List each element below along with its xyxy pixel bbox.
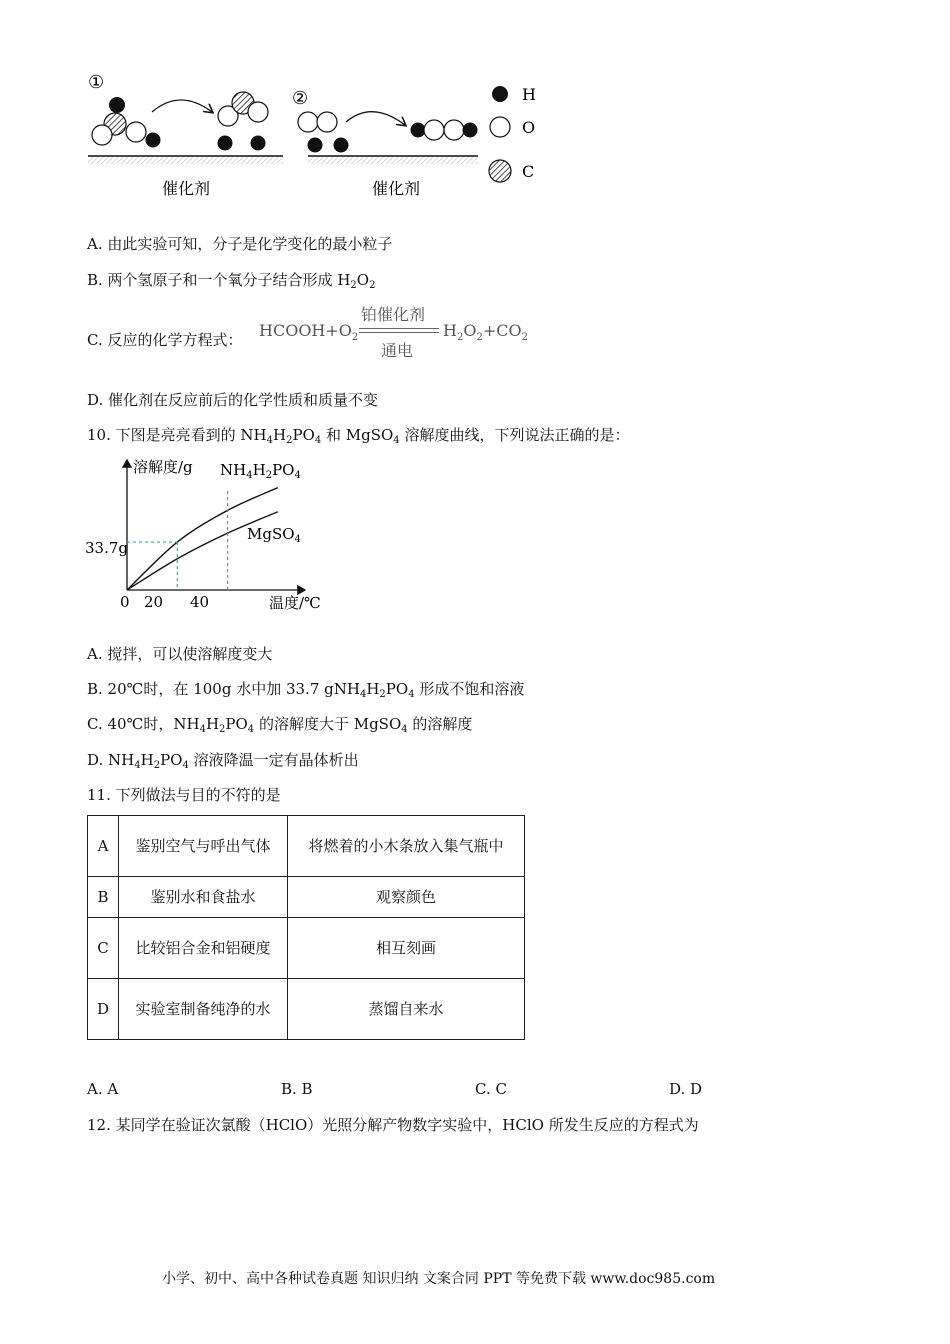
solubility-chart	[83, 450, 343, 620]
row-key: D	[88, 979, 119, 1040]
legend-h-swatch	[492, 86, 508, 102]
answer-b: B. B	[281, 1080, 313, 1098]
q10-stem: 10. 下图是亮亮看到的 $NH_4H_2PO_4$ 和 MgSO$_4$ 溶解度曲线，下列说法正确的是：	[87, 426, 630, 446]
row-method: 蒸馏自来水	[288, 979, 525, 1040]
reaction-model-figure	[80, 70, 560, 210]
row-method: 相互刻画	[288, 918, 525, 979]
q11-stem: 11. 下列做法与目的不符的是	[87, 786, 281, 804]
table-row	[88, 816, 525, 877]
o-atom	[92, 125, 112, 145]
o-atom	[317, 112, 337, 132]
row-purpose: 比较铝合金和铝硬度	[119, 918, 288, 979]
x-tick-20: 20	[144, 593, 164, 611]
h-atom	[308, 138, 323, 153]
q11-table	[87, 815, 525, 1040]
o-atom	[444, 120, 464, 140]
legend-o-label: O	[522, 118, 536, 137]
x-tick-0: 0	[120, 593, 130, 611]
catalyst-surface-hatch	[88, 157, 283, 164]
row-key: A	[88, 816, 119, 877]
series-label-nh4h2po4: $NH_4H_2PO_4$	[220, 461, 301, 481]
row-purpose: 鉴别水和食盐水	[119, 877, 288, 918]
catalyst-label-2: 催化剂	[372, 179, 421, 198]
series-line-mgso4	[127, 512, 278, 590]
h-atom	[218, 136, 233, 151]
table-row	[88, 918, 525, 979]
chemical-equation: $HCOOH+O_2$ 铂催化剂 通电 $H_2O_2+CO_2$	[259, 298, 589, 368]
h-atom	[109, 97, 125, 113]
legend-c-swatch	[489, 160, 511, 182]
equation-condition-below: 通电	[381, 341, 414, 360]
reaction-arrow	[152, 100, 212, 112]
step-1-marker: ①	[88, 72, 105, 93]
option-c-label: C. 反应的化学方程式：	[87, 331, 243, 349]
table-row	[88, 877, 525, 918]
reaction-arrow	[346, 112, 405, 125]
row-purpose: 鉴别空气与呼出气体	[119, 816, 288, 877]
table-row	[88, 979, 525, 1040]
row-purpose: 实验室制备纯净的水	[119, 979, 288, 1040]
catalyst-label-1: 催化剂	[162, 179, 211, 198]
equation-condition-above: 铂催化剂	[361, 305, 426, 324]
answer-a: A. A	[87, 1080, 119, 1098]
o-atom	[248, 102, 268, 122]
legend-o-swatch	[490, 117, 510, 137]
q10-option-c: C. 40℃时，$NH_4H_2PO_4$ 的溶解度大于 MgSO$_4$ 的溶解度	[87, 715, 473, 735]
q10-option-a: A. 搅拌，可以使溶解度变大	[87, 645, 273, 663]
h-atom	[411, 123, 426, 138]
o-atom	[424, 120, 444, 140]
q10-option-b: B. 20℃时，在 100g 水中加 33.7 $gNH_4H_2PO_4$ 形成不饱和溶液	[87, 680, 525, 700]
q9-option-a: A. 由此实验可知，分子是化学变化的最小粒子	[87, 235, 393, 253]
step-2-marker: ②	[292, 88, 309, 109]
answer-d: D. D	[669, 1080, 703, 1098]
row-method: 观察颜色	[288, 877, 525, 918]
h-atom	[463, 123, 478, 138]
y-mark-33-7g: 33.7g	[85, 539, 129, 557]
q10-option-d: D. $NH_4H_2PO_4$ 溶液降温一定有晶体析出	[87, 751, 359, 771]
catalyst-surface-hatch	[308, 157, 478, 164]
legend-h-label: H	[522, 85, 536, 104]
y-axis-label: 溶解度/g	[133, 458, 193, 476]
answer-c: C. C	[475, 1080, 507, 1098]
x-tick-40: 40	[190, 593, 210, 611]
q9-option-d: D. 催化剂在反应前后的化学性质和质量不变	[87, 391, 379, 409]
q9-option-b: B. 两个氢原子和一个氧分子结合形成 $H_2O_2$	[87, 271, 376, 291]
page-footer: 小学、初中、高中各种试卷真题 知识归纳 文案合同 PPT 等免费下载 www.doc985.com	[162, 1271, 716, 1287]
o-atom	[126, 122, 146, 142]
row-method: 将燃着的小木条放入集气瓶中	[288, 816, 525, 877]
row-key: B	[88, 877, 119, 918]
x-axis-label: 温度/℃	[269, 594, 321, 612]
series-label-mgso4: MgSO$_4$	[247, 525, 301, 545]
h-atom	[251, 136, 266, 151]
h-atom	[334, 138, 349, 153]
h-atom	[146, 133, 161, 148]
o-atom	[298, 112, 318, 132]
legend-c-label: C	[522, 162, 535, 181]
equation-equals-sign	[359, 328, 439, 333]
row-key: C	[88, 918, 119, 979]
q12-stem: 12. 某同学在验证次氯酸（HClO）光照分解产物数字实验中，HClO 所发生反应的方程式为	[87, 1116, 699, 1134]
